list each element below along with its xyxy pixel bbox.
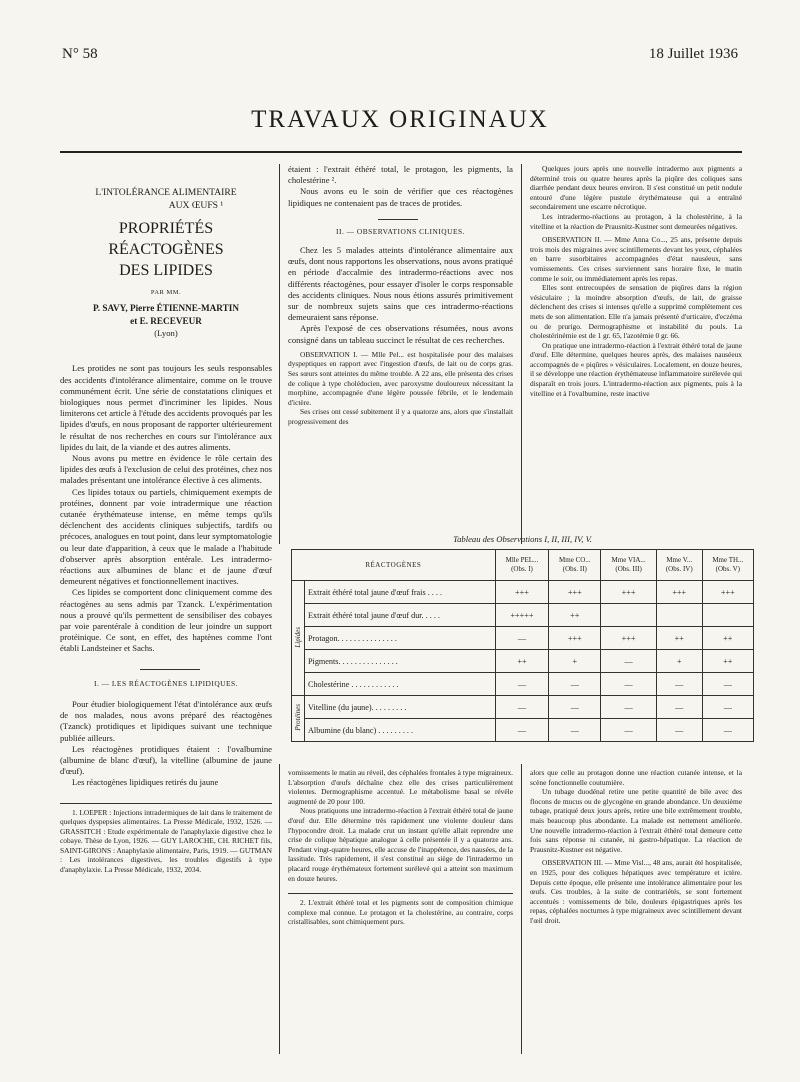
table-row (292, 696, 754, 719)
table-cell: +++ (702, 581, 753, 604)
column-obs: (Obs. V) (715, 565, 740, 573)
paragraph: Les intradermo-réactions au protagon, à la cholestérine, à la vitelline et la réaction de Prausnitz-Kustner sont demeurées négatives. (530, 211, 742, 231)
table-cell (656, 604, 702, 627)
table-cell: — (549, 719, 601, 742)
paragraph: Chez les 5 malades atteints d'intolérance alimentaire aux œufs, dont nous rapportons les observations, nous avons pratiqué en période d'accalmie des intradermo-réactions avec nos différents réactogènes, pour essayer d'isoler le corps responsable des accidents cliniques. Nous nous étions assurés primitivement sur de nombreux sujets sains que ces intradermo-réactions demeuraient sans réponse. (288, 245, 513, 323)
group-lipides: Lipides (292, 581, 305, 696)
observation-paragraph: Ses crises ont cessé subitement il y a quatorze ans, alors que s'installait progressivement des (288, 407, 513, 426)
group-proteines: Protéines (292, 696, 305, 742)
row-label: Protagon. . . . . . . . . . . . . . . (305, 627, 496, 650)
table-cell: +++ (495, 581, 549, 604)
table-cell: — (656, 673, 702, 696)
row-label: Pigments. . . . . . . . . . . . . . . (305, 650, 496, 673)
column-divider (279, 164, 280, 544)
table-header-label: RÉACTOGÈNES (292, 550, 496, 581)
column-name: Mme TH... (712, 556, 744, 564)
section-title: TRAVAUX ORIGINAUX (251, 106, 549, 133)
issue-date: 18 Juillet 1936 (648, 46, 738, 62)
table-row (292, 673, 754, 696)
table-cell: +++ (549, 581, 601, 604)
paragraph: Les réactogènes lipidiques retirés du jaune (72, 777, 219, 788)
row-label: Albumine (du blanc) . . . . . . . . . (305, 719, 496, 742)
table-row (292, 627, 754, 650)
table-cell: +++++ (495, 604, 549, 627)
paragraph: Nous avons eu le soin de vérifier que ces réactogènes lipidiques ne contenaient pas de traces de protides. (288, 186, 513, 208)
table-cell: — (656, 719, 702, 742)
table-cell: — (495, 696, 549, 719)
paragraph: OBSERVATION II. — Mme Anna Co..., 25 ans, présente depuis trois mois des migraines avec scintillements devant les yeux, céphalées en barre susorbitaires accompagnées d'état nauséeux, sans vomissements. Ces crises surviennent sans horaire fixe, le matin comme le soir, ou immédiatement après les repas. (530, 235, 742, 283)
article-authors-2: et E. RECEVEUR (130, 316, 202, 327)
section-heading: I. — LES RÉACTOGÈNES LIPIDIQUES. (94, 678, 238, 688)
table-column-header (656, 550, 702, 581)
table-column-header (549, 550, 601, 581)
paragraph: étaient : l'extrait éthéré total, le protagon, les pigments, la cholestérine ². (288, 164, 513, 186)
column-obs: (Obs. I) (511, 565, 533, 573)
section-rule (378, 219, 418, 220)
column-divider (521, 164, 522, 544)
paragraph: Après l'exposé de ces observations résumées, nous avons consigné dans un tableau succinct le résultat de ces recherches. (288, 323, 513, 345)
paragraph: OBSERVATION III. — Mme Visl..., 48 ans, aurait été hospitalisée, en 1925, pour des coliques hépatiques avec température et ictère. Depuis cette époque, elle présente une intolérance alimentaire pour les œufs. Ces troubles, à la suite de contrariétés, se sont fortement accentués : vomissements de bile, douleurs épigastriques après les repas, céphalées nocturnes à type migraineux avec scintillement devant l'œil droit. (530, 858, 742, 925)
table-cell: ++ (702, 650, 753, 673)
table-cell: +++ (656, 581, 702, 604)
table-cell: ++ (656, 627, 702, 650)
paragraph: Elles sont entrecoupées de sensation de piqûres dans la région vésiculaire ; la moindre absorption d'œufs, de lait, de graisse déclenchent des crises si intenses qu'elle a supprimé complètement ces mets de son alimentation. Elle n'a jamais présenté d'urticaire, d'eczéma ou de prurigo. Dermographisme et instabilité du pouls. La cholestérinémie est de 1 gr. 65, l'azotémie 0 gr. 66. (530, 283, 742, 341)
footnote-rule (288, 893, 513, 894)
byline-par: PAR MM. (150, 289, 182, 296)
table-column-header (601, 550, 657, 581)
table-cell: — (601, 650, 657, 673)
section-heading: II. — OBSERVATIONS CLINIQUES. (336, 226, 465, 236)
table-column-header (702, 550, 753, 581)
paragraph: alors que celle au protagon donne une réaction cutanée intense, et la scène fonctionnelle coutumière. (530, 768, 742, 787)
table-cell (702, 604, 753, 627)
table-cell: +++ (601, 627, 657, 650)
table-caption: Tableau des Observations I, II, III, IV, V. (453, 534, 592, 544)
row-label: Extrait éthéré total jaune d'œuf dur. . . . . (305, 604, 496, 627)
column-3-top (530, 164, 742, 398)
table-cell: — (702, 719, 753, 742)
column-divider (521, 764, 522, 1054)
table-cell: — (601, 673, 657, 696)
table-cell: — (601, 719, 657, 742)
table-cell: ++ (549, 604, 601, 627)
column-2-top (288, 164, 513, 427)
row-label: Extrait éthéré total jaune d'œuf frais . . . . (305, 581, 496, 604)
paragraph: Nous pratiquons une intradermo-réaction à l'extrait éthéré total de jaune d'œuf dur. Elle détermine très rapidement une violente douleur dans l'hypocondre droit. La malade crut un instant qu'elle allait reprendre une crise de colique hépatique analogue à celle présentée il y a quatorze ans. Pendant vingt-quatre heures, elle accuse de l'inappétence, des nausées, de la lassitude. Très rapidement, il s'est constitué au siège de l'intradermo un placard rouge érythémateux fortement surélevé qui a atteint son maximum en douze heures. (288, 806, 513, 883)
table-row (292, 650, 754, 673)
article-title: PROPRIÉTÉS RÉACTOGÈNES (108, 220, 224, 258)
column-3-bottom (530, 768, 742, 926)
column-obs: (Obs. IV) (665, 565, 693, 573)
article-place: (Lyon) (154, 328, 178, 339)
title-rule (60, 151, 742, 153)
article-title-2: DES LIPIDES (119, 262, 213, 279)
table-cell: ++ (702, 627, 753, 650)
column-1 (60, 186, 272, 875)
column-obs: (Obs. III) (615, 565, 642, 573)
column-name: Mlle PEL... (505, 556, 539, 564)
paragraph: Ces lipides se comportent donc cliniquement comme des réactogènes au sens admis par Tzanck. L'expérimentation nous a prouvé qu'ils permettent de sensibiliser des cobayes par voie parentérale à condition de leur joindre un support protéinique. Ce sont, en effet, des haptènes comme l'ont établi Landsteiner et Sachs. (60, 587, 272, 654)
table-cell: — (656, 696, 702, 719)
table-row (292, 604, 754, 627)
table-column-header (495, 550, 549, 581)
column-2-bottom (288, 768, 513, 927)
table-cell: +++ (549, 627, 601, 650)
table-cell: — (601, 696, 657, 719)
paragraph: Quelques jours après une nouvelle intradermo aux pigments a déterminé trois ou quatre heures après la piqûre des coliques sans diarrhée pendant deux heures environ. Il s'est constitué un petit nodule entouré d'une légère pustule érythémateuse qui a entraîné secondairement une escarre nécrotique. (530, 164, 742, 212)
table-cell: +++ (601, 581, 657, 604)
paragraph: Nous avons pu mettre en évidence le rôle certain des lipides des œufs à l'exclusion de celui des protéines, chez nos malades présentant une intolérance élective à ces aliments. (60, 453, 272, 486)
column-name: Mme VIA... (611, 556, 646, 564)
paragraph: Ces lipides totaux ou partiels, chimiquement exempts de protéines, donnent par voie intradermique une réaction cutanée érythémateuse intense, en même temps qu'ils déclenchent des accidents cliniques subjectifs, tardifs ou précoces, analogues en tout point, dans leur symptomatologie ou leur date d'apparition, à ceux que le malade a l'habitude d'observer après absorption entérale. Les intradermo-réactions aux albumines de blanc et de jaune d'œuf demeurent négatives et fonctionnellement inactives. (60, 486, 272, 587)
observation-paragraph: OBSERVATION I. — Mlle Pel... est hospitalisée pour des malaises dyspeptiques en rapport avec l'ingestion d'œufs, de lait ou de corps gras. Ses sœurs sont atteintes du même trouble. A 22 ans, elle présenta des crises de colique à type cholédocien, avec paroxysme douloureux nécessitant la morphine, accompagnée d'une légère poussée fébrile, et le lendemain d'ictère. (288, 349, 513, 407)
table-cell: — (495, 627, 549, 650)
table-cell: + (549, 650, 601, 673)
footnote: 1. LOEPER : Injections intradermiques de lait dans le traitement de quelques dyspepsies alimentaires. La Presse Médicale, 1932, 1526. — GRASSITCH : Etude expérimentale de l'anaphylaxie digestive chez le cobaye. Thèse de Lyon, 1926. — GUY LAROCHE, CH. RICHET fils, SAINT-GIRONS : Anaphylaxie alimentaire, Paris, 1919. — GUTMAN : Les intolérances digestives, les troubles digestifs à type d'anaphylaxie. La Presse Médicale, 1932, 2034. (60, 807, 272, 875)
paragraph: Un tubage duodénal retire une petite quantité de bile avec des flocons de mucus ou de glycogène en grande abondance. Un deuxième tubage, pratiqué deux jours après, retire une bile extrêmement trouble, mais beaucoup plus abondante. La malade est nettement améliorée. Une nouvelle intradermo-réaction à l'extrait éthéré total demeure cette fois sans réponse ni cutanée, ni gastro-hépatique. La réaction de Prausnitz-Kustner est négative. (530, 787, 742, 854)
table-cell: — (702, 673, 753, 696)
paragraph: Les protides ne sont pas toujours les seuls responsables des accidents d'intolérance alimentaire, comme on le trouve communément écrit. Une série de constatations cliniques et biologiques nous permet d'incriminer les lipides. Nous limiterons cet article à l'étude des accidents provoqués par les lipides d'œufs, en nous proposant de rapporter ultérieurement le résultat de nos recherches en cours sur l'intolérance aux lipides du lait, de la viande et des autres aliments. (60, 363, 272, 452)
paragraph: Les réactogènes protidiques étaient : l'ovalbumine (albumine de blanc d'œuf), la vitelline (albumine de jaune d'œuf). (60, 743, 272, 777)
paragraph: On pratique une intradermo-réaction à l'extrait éthéré total de jaune d'œuf. Elle détermine, quelques heures après, des malaises nauséeux accompagnés de « piqûres » vésiculaires. Localement, en douze heures, il se développe une réaction érythémateuse inflammatoire surélevée qui disparaît en trois jours. L'intradermo-réaction aux pigments, puis à la vitelline et à l'ovalbumine, reste inactive (530, 340, 742, 398)
table-cell: ++ (495, 650, 549, 673)
row-label: Cholestérine . . . . . . . . . . . . (305, 673, 496, 696)
table-cell: — (549, 696, 601, 719)
article-kicker: L'INTOLÉRANCE ALIMENTAIRE (95, 187, 237, 198)
footnote-rule (60, 803, 272, 804)
section-rule (140, 669, 200, 670)
issue-number: N° 58 (62, 46, 98, 62)
article-authors: P. SAVY, Pierre ÉTIENNE-MARTIN (93, 303, 239, 314)
article-kicker-2: AUX ŒUFS ¹ (168, 200, 224, 211)
table-cell: — (549, 673, 601, 696)
table-cell: — (702, 696, 753, 719)
table-header-row (292, 550, 754, 581)
paragraph: vomissements le matin au réveil, des céphalées frontales à type migraineux. L'absorption d'œufs déchaîne chez elle des crises particulièrement violentes. Dermographisme accentué. Le métabolisme basal se révèle augmenté de 20 pour 100. (288, 768, 513, 806)
table-cell: + (656, 650, 702, 673)
row-label: Vitelline (du jaune). . . . . . . . . (305, 696, 496, 719)
observations-table (291, 549, 754, 742)
table-cell: — (495, 673, 549, 696)
column-name: Mme V... (666, 556, 693, 564)
column-name: Mme CO... (559, 556, 591, 564)
table-cell: — (495, 719, 549, 742)
table-cell (601, 604, 657, 627)
column-obs: (Obs. II) (562, 565, 587, 573)
column-divider (279, 764, 280, 1054)
footnote: 2. L'extrait éthéré total et les pigments sont de composition chimique complexe mal connue. Le protagon et la cholestérine, au contraire, corps cristallisables, sont chimiquement purs. (288, 898, 513, 927)
table-row (292, 581, 754, 604)
paragraph: Pour étudier biologiquement l'état d'intolérance aux œufs de nos malades, nous avons préparé des réactogènes (Tzanck) protidiques et lipidiques suivant une technique publiée ailleurs. (60, 698, 272, 743)
table-row (292, 719, 754, 742)
